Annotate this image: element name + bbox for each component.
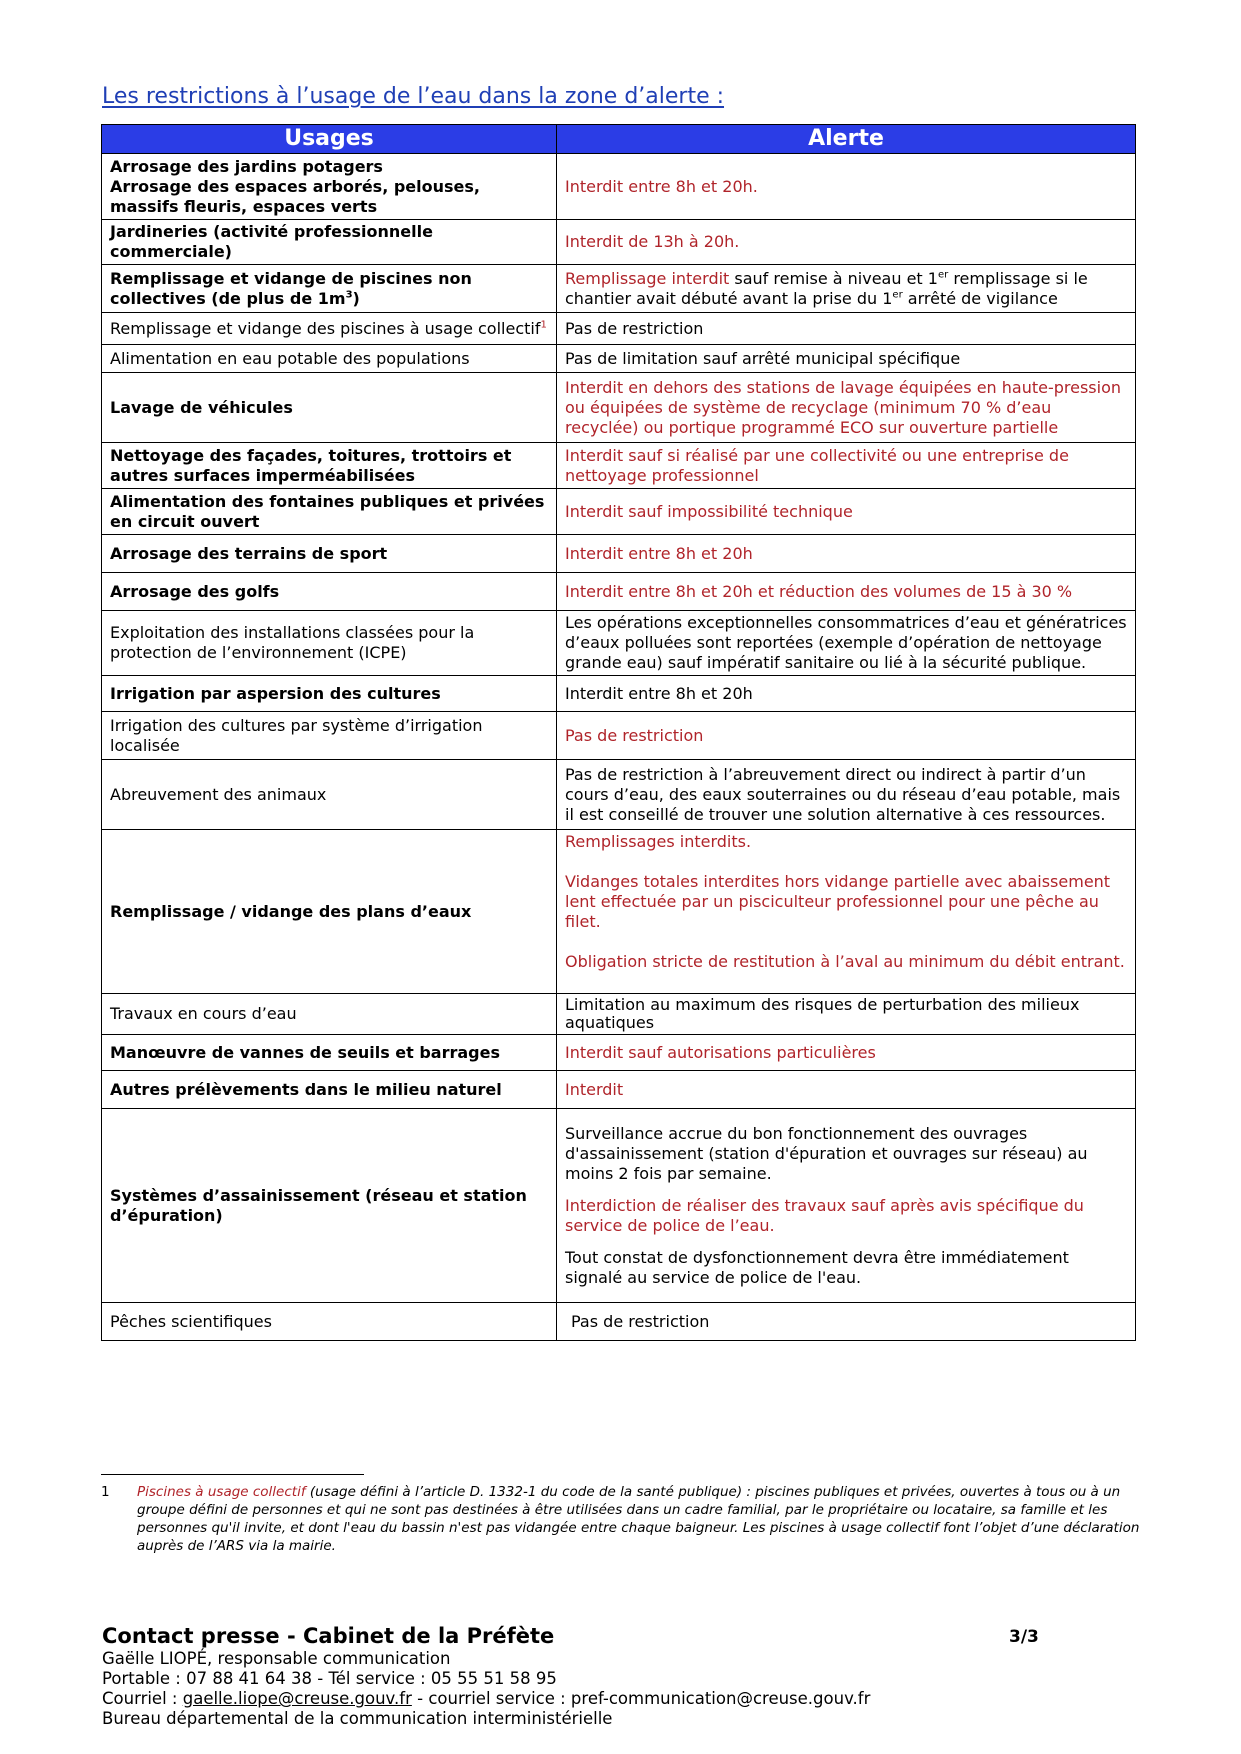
usage-cell: Abreuvement des animaux <box>102 760 557 830</box>
table-row <box>102 220 1136 265</box>
table-row <box>102 345 1136 373</box>
alert-cell: Pas de restriction à l’abreuvement direct ou indirect à partir d’un cours d’eau, des eaux souterraines ou du réseau d’eau potable, mais il est conseillé de trouver une solution alternative à ces ressources. <box>557 760 1136 830</box>
alert-paragraph: Obligation stricte de restitution à l’aval au minimum du débit entrant. <box>565 952 1125 971</box>
alert-paragraph: Remplissages interdits. <box>565 832 752 851</box>
usage-cell <box>102 265 557 313</box>
superscript: er <box>937 269 949 281</box>
table-row <box>102 535 1136 573</box>
section-title: Les restrictions à l’usage de l’eau dans la zone d’alerte : <box>102 84 725 109</box>
table-row <box>102 830 1136 994</box>
alert-cell: Limitation au maximum des risques de perturbation des milieux aquatiques <box>557 994 1136 1035</box>
alert-cell: Pas de restriction <box>557 1303 1136 1341</box>
usage-cell: Arrosage des golfs <box>102 573 557 611</box>
header-alerte: Alerte <box>557 125 1136 154</box>
usage-text: Remplissage et vidange de piscines non collectives (de plus de 1m <box>110 268 472 308</box>
table-row <box>102 676 1136 712</box>
usage-text: Arrosage des jardins potagers <box>110 156 383 176</box>
footnote-text: (usage défini à l’article D. 1332-1 du code de la santé publique) : piscines publiques et privées, ouvertes à tous ou à un groupe défini de personnes et qui ne sont pas destinées à être utilisées dans un cadre familial, par le propriétaire ou locataire, sa famille et les personnes qu'il invite, et dont l'eau du bassin n'est pas vidangée entre chaque baigneur. Les piscines à usage collectif font l’objet d’une déclaration auprès de l’ARS via la mairie. <box>137 1484 1140 1554</box>
table-row <box>102 712 1136 760</box>
alert-red-text: Remplissage interdit <box>565 268 730 288</box>
alert-cell: Interdit <box>557 1071 1136 1109</box>
alert-cell: Interdit de 13h à 20h. <box>557 220 1136 265</box>
email-label: Courriel : <box>102 1689 183 1708</box>
page-number: 3/3 <box>1009 1627 1039 1647</box>
alert-cell: Interdit sauf impossibilité technique <box>557 489 1136 535</box>
usage-cell <box>102 313 557 345</box>
table-row <box>102 1109 1136 1303</box>
alert-paragraph: Vidanges totales interdites hors vidange partielle avec abaissement lent effectuée par un pisciculteur professionnel pour une pêche au filet. <box>565 872 1111 931</box>
table-row <box>102 154 1136 220</box>
alert-paragraph: Interdiction de réaliser des travaux sauf après avis spécifique du service de police de l’eau. <box>565 1195 1084 1235</box>
usage-text: Arrosage des espaces arborés, pelouses, massifs fleuris, espaces verts <box>110 176 480 216</box>
footnote-ref: 1 <box>540 319 547 331</box>
alert-cell: Interdit entre 8h et 20h et réduction des volumes de 15 à 30 % <box>557 573 1136 611</box>
usage-cell: Manœuvre de vannes de seuils et barrages <box>102 1035 557 1071</box>
alert-cell <box>557 830 1136 994</box>
alert-text: arrêté de vigilance <box>902 288 1058 308</box>
press-contact <box>102 1623 870 1729</box>
email-link[interactable]: gaelle.liope@creuse.gouv.fr <box>182 1689 412 1708</box>
table-row <box>102 443 1136 489</box>
footnote-number: 1 <box>101 1484 110 1500</box>
service-email: - courriel service : pref-communication@creuse.gouv.fr <box>411 1689 871 1708</box>
restrictions-table <box>101 124 1136 1341</box>
usage-cell: Lavage de véhicules <box>102 373 557 443</box>
contact-emails <box>102 1689 870 1709</box>
alert-cell <box>557 265 1136 313</box>
usage-cell: Jardineries (activité professionnelle commerciale) <box>102 220 557 265</box>
usage-cell: Autres prélèvements dans le milieu naturel <box>102 1071 557 1109</box>
usage-cell: Irrigation par aspersion des cultures <box>102 676 557 712</box>
table-row <box>102 313 1136 345</box>
contact-heading: Contact presse - Cabinet de la Préfète <box>102 1624 555 1648</box>
table-row <box>102 994 1136 1035</box>
table-row <box>102 1303 1136 1341</box>
footnote <box>101 1483 1151 1555</box>
alert-cell: Interdit en dehors des stations de lavage équipées en haute-pression ou équipées de système de recyclage (minimum 70 % d’eau recyclée) ou portique programmé ECO sur ouverture partielle <box>557 373 1136 443</box>
header-usages: Usages <box>102 125 557 154</box>
usage-cell: Exploitation des installations classées pour la protection de l’environnement (ICPE) <box>102 611 557 676</box>
contact-phones: Portable : 07 88 41 64 38 - Tél service : 05 55 51 58 95 <box>102 1669 557 1688</box>
alert-cell: Pas de limitation sauf arrêté municipal spécifique <box>557 345 1136 373</box>
usage-cell: Systèmes d’assainissement (réseau et station d’épuration) <box>102 1109 557 1303</box>
table-row <box>102 1071 1136 1109</box>
footnote-separator <box>101 1474 364 1475</box>
footnote-term: Piscines à usage collectif <box>137 1484 306 1500</box>
table-row <box>102 611 1136 676</box>
alert-paragraph: Surveillance accrue du bon fonctionnement des ouvrages d'assainissement (station d'épuration et ouvrages sur réseau) au moins 2 fois par semaine. <box>565 1123 1088 1183</box>
alert-cell: Interdit sauf autorisations particulières <box>557 1035 1136 1071</box>
table-row <box>102 760 1136 830</box>
contact-person: Gaëlle LIOPÉ, responsable communication <box>102 1649 451 1668</box>
alert-cell: Interdit entre 8h et 20h <box>557 676 1136 712</box>
usage-cell: Travaux en cours d’eau <box>102 994 557 1035</box>
table-row <box>102 373 1136 443</box>
contact-bureau: Bureau départemental de la communication interministérielle <box>102 1709 613 1728</box>
usage-cell: Alimentation en eau potable des populations <box>102 345 557 373</box>
alert-cell: Pas de restriction <box>557 712 1136 760</box>
usage-cell <box>102 154 557 220</box>
alert-cell: Pas de restriction <box>557 313 1136 345</box>
usage-cell: Pêches scientifiques <box>102 1303 557 1341</box>
alert-text: sauf remise à niveau et 1 <box>729 268 938 288</box>
alert-cell: Interdit entre 8h et 20h. <box>557 154 1136 220</box>
usage-cell: Irrigation des cultures par système d’irrigation localisée <box>102 712 557 760</box>
superscript: 3 <box>345 289 353 301</box>
alert-cell: Interdit entre 8h et 20h <box>557 535 1136 573</box>
table-row <box>102 489 1136 535</box>
table-header <box>102 125 1136 154</box>
superscript: er <box>892 289 903 301</box>
table-row <box>102 573 1136 611</box>
usage-text: Remplissage et vidange des piscines à usage collectif <box>110 318 541 338</box>
alert-text: remplissage si le chantier avait débuté avant la prise du 1 <box>565 268 1088 308</box>
alert-paragraph: Tout constat de dysfonctionnement devra être immédiatement signalé au service de police de l'eau. <box>565 1247 1069 1287</box>
alert-cell: Les opérations exceptionnelles consommatrices d’eau et génératrices d’eaux polluées sont reportées (exemple d’opération de nettoyage grande eau) sauf impératif sanitaire ou lié à la sécurité publique. <box>557 611 1136 676</box>
alert-cell <box>557 1109 1136 1303</box>
usage-cell: Arrosage des terrains de sport <box>102 535 557 573</box>
usage-text-end: ) <box>352 288 360 308</box>
table-row <box>102 265 1136 313</box>
usage-cell: Alimentation des fontaines publiques et privées en circuit ouvert <box>102 489 557 535</box>
usage-cell: Remplissage / vidange des plans d’eaux <box>102 830 557 994</box>
alert-cell: Interdit sauf si réalisé par une collectivité ou une entreprise de nettoyage professionnel <box>557 443 1136 489</box>
table-row <box>102 1035 1136 1071</box>
usage-cell: Nettoyage des façades, toitures, trottoirs et autres surfaces imperméabilisées <box>102 443 557 489</box>
